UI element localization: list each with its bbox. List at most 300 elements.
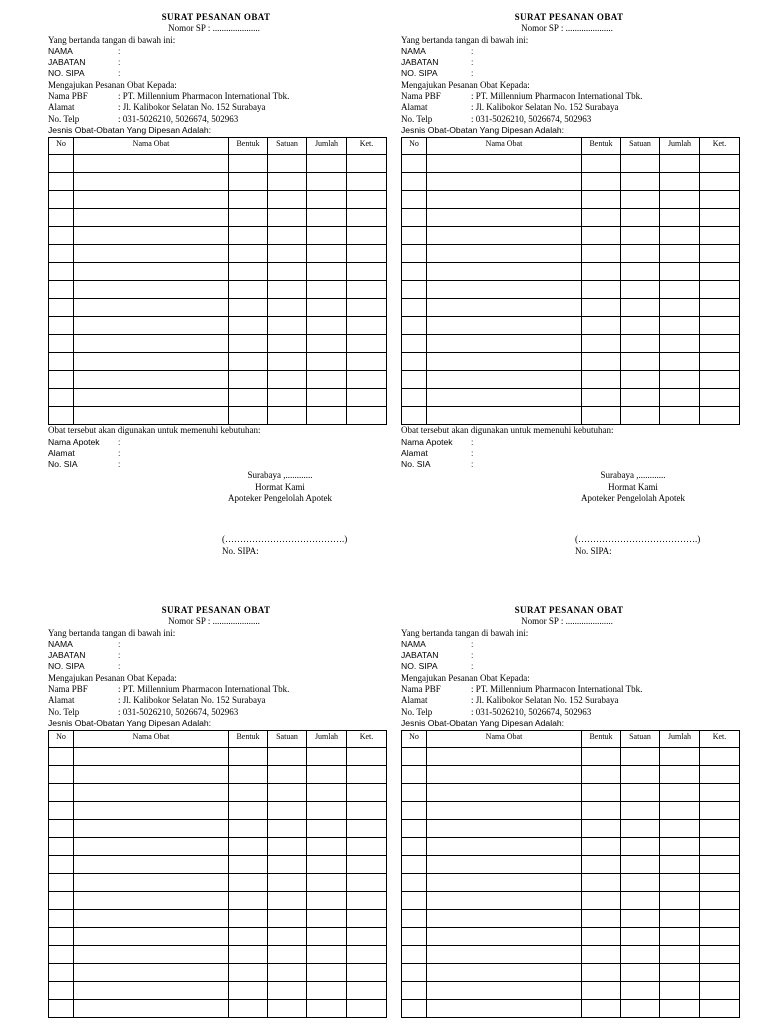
table-cell[interactable] [427, 155, 582, 173]
table-cell[interactable] [268, 209, 307, 227]
table-cell[interactable] [268, 766, 307, 784]
table-cell[interactable] [307, 317, 347, 335]
table-cell[interactable] [402, 946, 427, 964]
table-cell[interactable] [268, 191, 307, 209]
table-cell[interactable] [347, 820, 387, 838]
table-cell[interactable] [402, 191, 427, 209]
table-cell[interactable] [402, 982, 427, 1000]
table-cell[interactable] [229, 784, 268, 802]
table-cell[interactable] [660, 874, 700, 892]
table-cell[interactable] [582, 281, 621, 299]
table-cell[interactable] [582, 299, 621, 317]
table-cell[interactable] [660, 263, 700, 281]
table-cell[interactable] [347, 353, 387, 371]
table-cell[interactable] [427, 964, 582, 982]
table-cell[interactable] [49, 389, 74, 407]
table-cell[interactable] [229, 245, 268, 263]
table-cell[interactable] [582, 928, 621, 946]
table-cell[interactable] [582, 263, 621, 281]
table-cell[interactable] [229, 155, 268, 173]
table-cell[interactable] [347, 802, 387, 820]
table-cell[interactable] [307, 281, 347, 299]
table-cell[interactable] [427, 784, 582, 802]
table-cell[interactable] [700, 407, 740, 425]
table-cell[interactable] [49, 748, 74, 766]
table-cell[interactable] [402, 209, 427, 227]
table-cell[interactable] [268, 910, 307, 928]
table-cell[interactable] [582, 389, 621, 407]
table-cell[interactable] [660, 173, 700, 191]
table-cell[interactable] [74, 209, 229, 227]
table-cell[interactable] [427, 892, 582, 910]
table-cell[interactable] [268, 784, 307, 802]
table-cell[interactable] [660, 982, 700, 1000]
table-cell[interactable] [427, 838, 582, 856]
table-cell[interactable] [700, 820, 740, 838]
table-cell[interactable] [307, 874, 347, 892]
table-cell[interactable] [347, 281, 387, 299]
table-cell[interactable] [74, 263, 229, 281]
table-cell[interactable] [268, 982, 307, 1000]
table-cell[interactable] [74, 784, 229, 802]
table-cell[interactable] [427, 173, 582, 191]
table-cell[interactable] [700, 281, 740, 299]
table-cell[interactable] [268, 946, 307, 964]
table-cell[interactable] [347, 173, 387, 191]
table-cell[interactable] [402, 820, 427, 838]
table-cell[interactable] [582, 173, 621, 191]
table-cell[interactable] [74, 407, 229, 425]
table-cell[interactable] [347, 299, 387, 317]
table-cell[interactable] [660, 892, 700, 910]
table-cell[interactable] [49, 191, 74, 209]
table-cell[interactable] [621, 227, 660, 245]
table-cell[interactable] [268, 407, 307, 425]
table-cell[interactable] [582, 191, 621, 209]
table-cell[interactable] [582, 856, 621, 874]
table-cell[interactable] [49, 227, 74, 245]
table-cell[interactable] [49, 263, 74, 281]
table-cell[interactable] [427, 1000, 582, 1018]
table-cell[interactable] [700, 784, 740, 802]
table-cell[interactable] [621, 173, 660, 191]
table-cell[interactable] [74, 317, 229, 335]
table-cell[interactable] [347, 766, 387, 784]
table-cell[interactable] [307, 209, 347, 227]
table-cell[interactable] [427, 281, 582, 299]
table-cell[interactable] [427, 299, 582, 317]
table-cell[interactable] [347, 874, 387, 892]
table-cell[interactable] [307, 389, 347, 407]
table-cell[interactable] [402, 1000, 427, 1018]
table-cell[interactable] [307, 928, 347, 946]
table-cell[interactable] [582, 209, 621, 227]
table-cell[interactable] [268, 245, 307, 263]
table-cell[interactable] [621, 838, 660, 856]
table-cell[interactable] [427, 874, 582, 892]
table-cell[interactable] [229, 353, 268, 371]
table-cell[interactable] [74, 964, 229, 982]
table-cell[interactable] [660, 946, 700, 964]
table-cell[interactable] [700, 227, 740, 245]
table-cell[interactable] [347, 371, 387, 389]
table-cell[interactable] [74, 892, 229, 910]
table-cell[interactable] [700, 245, 740, 263]
table-cell[interactable] [307, 982, 347, 1000]
table-cell[interactable] [427, 263, 582, 281]
table-cell[interactable] [268, 299, 307, 317]
table-cell[interactable] [660, 964, 700, 982]
table-cell[interactable] [402, 155, 427, 173]
table-cell[interactable] [229, 299, 268, 317]
table-cell[interactable] [49, 155, 74, 173]
table-cell[interactable] [660, 838, 700, 856]
table-cell[interactable] [74, 820, 229, 838]
table-cell[interactable] [229, 173, 268, 191]
table-cell[interactable] [427, 353, 582, 371]
table-cell[interactable] [582, 766, 621, 784]
table-cell[interactable] [74, 766, 229, 784]
table-cell[interactable] [307, 964, 347, 982]
table-cell[interactable] [74, 371, 229, 389]
table-cell[interactable] [268, 856, 307, 874]
table-cell[interactable] [402, 856, 427, 874]
table-cell[interactable] [307, 1000, 347, 1018]
table-cell[interactable] [229, 407, 268, 425]
table-cell[interactable] [402, 964, 427, 982]
table-cell[interactable] [427, 317, 582, 335]
table-cell[interactable] [268, 748, 307, 766]
table-cell[interactable] [582, 802, 621, 820]
table-cell[interactable] [268, 874, 307, 892]
table-cell[interactable] [582, 245, 621, 263]
table-cell[interactable] [402, 892, 427, 910]
table-cell[interactable] [347, 892, 387, 910]
table-cell[interactable] [268, 173, 307, 191]
table-cell[interactable] [49, 946, 74, 964]
table-cell[interactable] [307, 407, 347, 425]
table-cell[interactable] [229, 910, 268, 928]
table-cell[interactable] [621, 407, 660, 425]
table-cell[interactable] [582, 946, 621, 964]
table-cell[interactable] [621, 281, 660, 299]
table-cell[interactable] [49, 371, 74, 389]
table-cell[interactable] [49, 838, 74, 856]
table-cell[interactable] [660, 227, 700, 245]
table-cell[interactable] [229, 227, 268, 245]
table-cell[interactable] [49, 910, 74, 928]
table-cell[interactable] [700, 910, 740, 928]
table-cell[interactable] [660, 191, 700, 209]
table-cell[interactable] [621, 856, 660, 874]
table-cell[interactable] [229, 874, 268, 892]
table-cell[interactable] [229, 263, 268, 281]
table-cell[interactable] [582, 964, 621, 982]
table-cell[interactable] [621, 389, 660, 407]
table-cell[interactable] [621, 317, 660, 335]
table-cell[interactable] [402, 353, 427, 371]
table-cell[interactable] [347, 155, 387, 173]
table-cell[interactable] [700, 766, 740, 784]
table-cell[interactable] [621, 946, 660, 964]
table-cell[interactable] [268, 281, 307, 299]
table-cell[interactable] [229, 281, 268, 299]
table-cell[interactable] [700, 191, 740, 209]
table-cell[interactable] [49, 173, 74, 191]
table-cell[interactable] [49, 407, 74, 425]
table-cell[interactable] [582, 784, 621, 802]
table-cell[interactable] [402, 874, 427, 892]
table-cell[interactable] [229, 892, 268, 910]
table-cell[interactable] [660, 928, 700, 946]
table-cell[interactable] [74, 1000, 229, 1018]
table-cell[interactable] [268, 155, 307, 173]
table-cell[interactable] [402, 389, 427, 407]
table-cell[interactable] [307, 748, 347, 766]
table-cell[interactable] [660, 820, 700, 838]
table-cell[interactable] [660, 748, 700, 766]
table-cell[interactable] [582, 155, 621, 173]
table-cell[interactable] [700, 1000, 740, 1018]
table-cell[interactable] [427, 910, 582, 928]
table-cell[interactable] [402, 784, 427, 802]
table-cell[interactable] [268, 1000, 307, 1018]
table-cell[interactable] [49, 928, 74, 946]
table-cell[interactable] [229, 856, 268, 874]
table-cell[interactable] [582, 1000, 621, 1018]
table-cell[interactable] [660, 910, 700, 928]
table-cell[interactable] [582, 371, 621, 389]
table-cell[interactable] [307, 820, 347, 838]
table-cell[interactable] [49, 335, 74, 353]
table-cell[interactable] [402, 245, 427, 263]
table-cell[interactable] [307, 802, 347, 820]
table-cell[interactable] [229, 191, 268, 209]
table-cell[interactable] [229, 1000, 268, 1018]
table-cell[interactable] [49, 317, 74, 335]
table-cell[interactable] [402, 910, 427, 928]
table-cell[interactable] [660, 299, 700, 317]
table-cell[interactable] [660, 353, 700, 371]
table-cell[interactable] [74, 389, 229, 407]
table-cell[interactable] [700, 928, 740, 946]
table-cell[interactable] [268, 371, 307, 389]
table-cell[interactable] [347, 335, 387, 353]
table-cell[interactable] [307, 155, 347, 173]
table-cell[interactable] [49, 856, 74, 874]
table-cell[interactable] [347, 407, 387, 425]
table-cell[interactable] [621, 191, 660, 209]
table-cell[interactable] [229, 928, 268, 946]
table-cell[interactable] [74, 335, 229, 353]
table-cell[interactable] [582, 227, 621, 245]
table-cell[interactable] [700, 874, 740, 892]
table-cell[interactable] [700, 946, 740, 964]
table-cell[interactable] [402, 928, 427, 946]
table-cell[interactable] [621, 155, 660, 173]
table-cell[interactable] [268, 389, 307, 407]
table-cell[interactable] [229, 371, 268, 389]
table-cell[interactable] [74, 191, 229, 209]
table-cell[interactable] [268, 263, 307, 281]
table-cell[interactable] [621, 209, 660, 227]
table-cell[interactable] [229, 982, 268, 1000]
table-cell[interactable] [427, 371, 582, 389]
table-cell[interactable] [74, 874, 229, 892]
table-cell[interactable] [268, 928, 307, 946]
table-cell[interactable] [621, 820, 660, 838]
table-cell[interactable] [307, 892, 347, 910]
table-cell[interactable] [347, 245, 387, 263]
table-cell[interactable] [229, 802, 268, 820]
table-cell[interactable] [229, 838, 268, 856]
table-cell[interactable] [621, 1000, 660, 1018]
table-cell[interactable] [347, 1000, 387, 1018]
table-cell[interactable] [427, 389, 582, 407]
table-cell[interactable] [49, 1000, 74, 1018]
table-cell[interactable] [307, 299, 347, 317]
table-cell[interactable] [49, 299, 74, 317]
table-cell[interactable] [582, 892, 621, 910]
table-cell[interactable] [268, 820, 307, 838]
table-cell[interactable] [621, 353, 660, 371]
table-cell[interactable] [621, 263, 660, 281]
table-cell[interactable] [700, 155, 740, 173]
table-cell[interactable] [427, 802, 582, 820]
table-cell[interactable] [660, 209, 700, 227]
table-cell[interactable] [582, 748, 621, 766]
table-cell[interactable] [660, 281, 700, 299]
table-cell[interactable] [621, 802, 660, 820]
table-cell[interactable] [427, 191, 582, 209]
table-cell[interactable] [700, 802, 740, 820]
table-cell[interactable] [427, 335, 582, 353]
table-cell[interactable] [402, 748, 427, 766]
table-cell[interactable] [660, 802, 700, 820]
table-cell[interactable] [74, 856, 229, 874]
table-cell[interactable] [621, 371, 660, 389]
table-cell[interactable] [268, 353, 307, 371]
table-cell[interactable] [49, 802, 74, 820]
table-cell[interactable] [427, 748, 582, 766]
table-cell[interactable] [402, 766, 427, 784]
table-cell[interactable] [229, 766, 268, 784]
table-cell[interactable] [700, 856, 740, 874]
table-cell[interactable] [700, 892, 740, 910]
table-cell[interactable] [268, 802, 307, 820]
table-cell[interactable] [49, 964, 74, 982]
table-cell[interactable] [427, 245, 582, 263]
table-cell[interactable] [582, 353, 621, 371]
table-cell[interactable] [660, 766, 700, 784]
table-cell[interactable] [582, 335, 621, 353]
table-cell[interactable] [427, 820, 582, 838]
table-cell[interactable] [307, 335, 347, 353]
table-cell[interactable] [660, 856, 700, 874]
table-cell[interactable] [402, 263, 427, 281]
table-cell[interactable] [307, 946, 347, 964]
table-cell[interactable] [660, 317, 700, 335]
table-cell[interactable] [74, 802, 229, 820]
table-cell[interactable] [74, 245, 229, 263]
table-cell[interactable] [621, 766, 660, 784]
table-cell[interactable] [621, 748, 660, 766]
table-cell[interactable] [427, 982, 582, 1000]
table-cell[interactable] [229, 748, 268, 766]
table-cell[interactable] [660, 245, 700, 263]
table-cell[interactable] [307, 245, 347, 263]
table-cell[interactable] [621, 964, 660, 982]
table-cell[interactable] [74, 173, 229, 191]
table-cell[interactable] [74, 353, 229, 371]
table-cell[interactable] [427, 856, 582, 874]
table-cell[interactable] [229, 335, 268, 353]
table-cell[interactable] [229, 317, 268, 335]
table-cell[interactable] [347, 910, 387, 928]
table-cell[interactable] [582, 910, 621, 928]
table-cell[interactable] [74, 910, 229, 928]
table-cell[interactable] [307, 910, 347, 928]
table-cell[interactable] [347, 838, 387, 856]
table-cell[interactable] [307, 173, 347, 191]
table-cell[interactable] [307, 766, 347, 784]
table-cell[interactable] [660, 784, 700, 802]
table-cell[interactable] [347, 946, 387, 964]
table-cell[interactable] [229, 389, 268, 407]
table-cell[interactable] [74, 155, 229, 173]
table-cell[interactable] [268, 227, 307, 245]
table-cell[interactable] [660, 155, 700, 173]
table-cell[interactable] [660, 1000, 700, 1018]
table-cell[interactable] [49, 245, 74, 263]
table-cell[interactable] [402, 335, 427, 353]
table-cell[interactable] [700, 748, 740, 766]
table-cell[interactable] [74, 227, 229, 245]
table-cell[interactable] [347, 389, 387, 407]
table-cell[interactable] [427, 407, 582, 425]
table-cell[interactable] [347, 263, 387, 281]
table-cell[interactable] [427, 946, 582, 964]
table-cell[interactable] [582, 982, 621, 1000]
table-cell[interactable] [307, 838, 347, 856]
table-cell[interactable] [307, 856, 347, 874]
table-cell[interactable] [49, 892, 74, 910]
table-cell[interactable] [307, 227, 347, 245]
table-cell[interactable] [621, 784, 660, 802]
table-cell[interactable] [49, 820, 74, 838]
table-cell[interactable] [268, 317, 307, 335]
table-cell[interactable] [229, 820, 268, 838]
table-cell[interactable] [347, 982, 387, 1000]
table-cell[interactable] [229, 946, 268, 964]
table-cell[interactable] [229, 964, 268, 982]
table-cell[interactable] [402, 173, 427, 191]
table-cell[interactable] [402, 281, 427, 299]
table-cell[interactable] [700, 371, 740, 389]
table-cell[interactable] [307, 263, 347, 281]
table-cell[interactable] [74, 946, 229, 964]
table-cell[interactable] [49, 353, 74, 371]
table-cell[interactable] [700, 838, 740, 856]
table-cell[interactable] [621, 299, 660, 317]
table-cell[interactable] [347, 191, 387, 209]
table-cell[interactable] [307, 784, 347, 802]
table-cell[interactable] [700, 317, 740, 335]
table-cell[interactable] [268, 335, 307, 353]
table-cell[interactable] [74, 982, 229, 1000]
table-cell[interactable] [347, 748, 387, 766]
table-cell[interactable] [307, 371, 347, 389]
